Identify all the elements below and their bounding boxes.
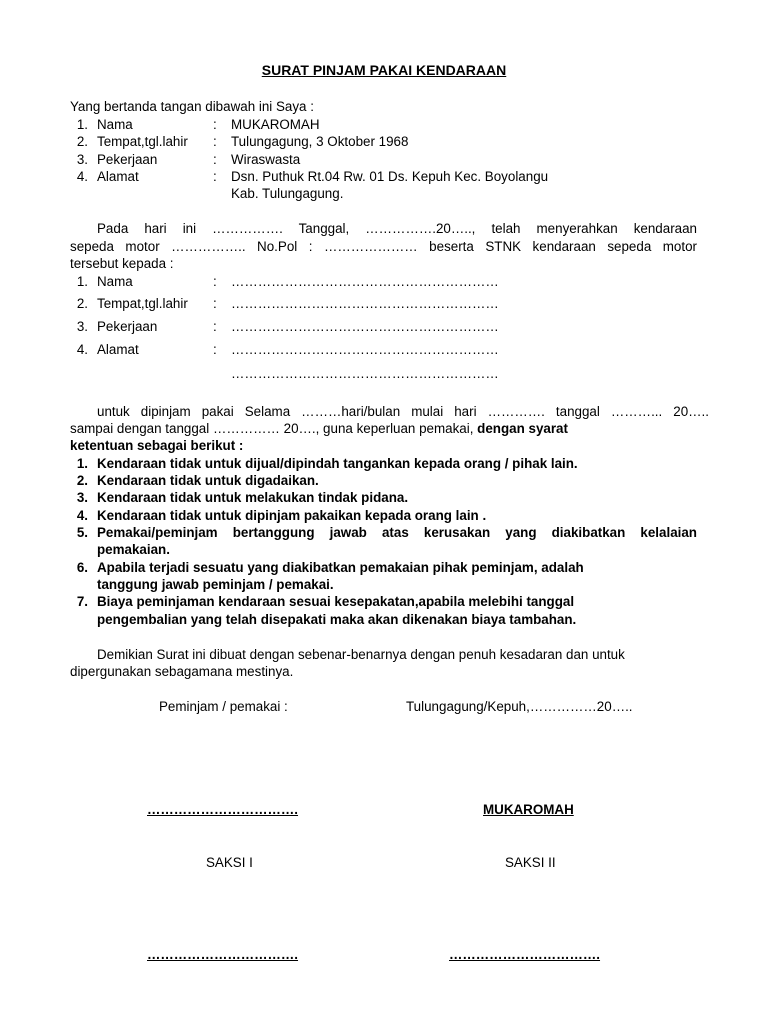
term-num: 3. xyxy=(76,490,88,505)
term-num: 7. xyxy=(76,594,88,609)
borrower-row-colon: : xyxy=(213,319,217,334)
borrower-row-label: Pekerjaan xyxy=(97,319,158,334)
borrower-row-num: 3. xyxy=(76,319,88,334)
witness2-signature-name: ……………………………. xyxy=(449,947,601,962)
intro-text: Yang bertanda tangan dibawah ini Saya : xyxy=(70,99,314,114)
borrower-address-blank: …………………………………………………… xyxy=(231,342,499,357)
loan-paragraph-line2-bold: dengan syarat xyxy=(477,421,568,436)
borrower-row-num: 1. xyxy=(76,274,88,289)
loan-paragraph-line2-text: sampai dengan tanggal …………… 20…., guna keperluan pemakai, xyxy=(70,421,478,436)
owner-name-value: MUKAROMAH xyxy=(231,117,320,132)
owner-signature-name: MUKAROMAH xyxy=(483,802,574,817)
owner-row-label: Alamat xyxy=(97,169,139,184)
owner-row-label: Nama xyxy=(97,117,133,132)
term-text: Pemakai/peminjam bertanggung jawab atas kerusakan yang diakibatkan kelalaian xyxy=(97,525,697,540)
loan-paragraph-line1: untuk dipinjam pakai Selama ………hari/bulan mulai hari …………. tanggal ………... 20….. xyxy=(97,404,709,419)
borrower-birth-blank: …………………………………………………… xyxy=(231,296,499,311)
handover-paragraph-line2: sepeda motor …………….. No.Pol : ………………… beserta STNK kendaraan sepeda motor xyxy=(70,239,697,254)
owner-address-value-line2: Kab. Tulungagung. xyxy=(231,186,344,201)
owner-row-colon: : xyxy=(213,134,217,149)
term-num: 4. xyxy=(76,508,88,523)
term-text-cont: pengembalian yang telah disepakati maka akan dikenakan biaya tambahan. xyxy=(97,612,577,627)
borrower-signature-name: ……………………………. xyxy=(147,802,299,817)
borrower-name-blank: …………………………………………………… xyxy=(231,274,499,289)
handover-paragraph-line3: tersebut kepada : xyxy=(70,256,174,271)
borrower-job-blank: …………………………………………………… xyxy=(231,319,499,334)
owner-birth-value: Tulungagung, 3 Oktober 1968 xyxy=(231,134,409,149)
borrower-row-colon: : xyxy=(213,296,217,311)
term-num: 2. xyxy=(76,473,88,488)
loan-paragraph-line3: ketentuan sebagai berikut : xyxy=(70,438,244,453)
borrower-row-label: Nama xyxy=(97,274,133,289)
owner-row-num: 3. xyxy=(76,152,88,167)
borrower-row-colon: : xyxy=(213,274,217,289)
owner-row-colon: : xyxy=(213,152,217,167)
owner-job-value: Wiraswasta xyxy=(231,152,301,167)
owner-row-colon: : xyxy=(213,169,217,184)
term-text: Apabila terjadi sesuatu yang diakibatkan pemakaian pihak peminjam, adalah xyxy=(97,560,584,575)
owner-row-colon: : xyxy=(213,117,217,132)
term-text-cont: pemakaian. xyxy=(97,542,170,557)
borrower-address-blank-line2: …………………………………………………… xyxy=(231,366,499,381)
witness1-label: SAKSI I xyxy=(206,855,253,870)
borrower-row-label: Alamat xyxy=(97,342,139,357)
borrower-signature-label: Peminjam / pemakai : xyxy=(159,699,288,714)
witness1-signature-name: ……………………………. xyxy=(147,947,299,962)
owner-row-num: 4. xyxy=(76,169,88,184)
borrower-row-num: 4. xyxy=(76,342,88,357)
term-num: 1. xyxy=(76,456,88,471)
owner-row-num: 2. xyxy=(76,134,88,149)
borrower-row-num: 2. xyxy=(76,296,88,311)
owner-row-label: Tempat,tgl.lahir xyxy=(97,134,188,149)
closing-line2: dipergunakan sebagamana mestinya. xyxy=(70,664,294,679)
term-num: 6. xyxy=(76,560,88,575)
document-title: SURAT PINJAM PAKAI KENDARAAN xyxy=(261,62,507,78)
loan-paragraph-line2 xyxy=(70,420,568,437)
place-date-label: Tulungagung/Kepuh,……………20….. xyxy=(406,699,633,714)
term-text: Kendaraan tidak untuk digadaikan. xyxy=(97,473,319,488)
owner-row-label: Pekerjaan xyxy=(97,152,158,167)
witness2-label: SAKSI II xyxy=(505,855,556,870)
borrower-row-colon: : xyxy=(213,342,217,357)
handover-paragraph-line1: Pada hari ini ……………. Tanggal, …………….20….., telah menyerahkan kendaraan xyxy=(97,221,697,236)
closing-line1: Demikian Surat ini dibuat dengan sebenar-benarnya dengan penuh kesadaran dan untuk xyxy=(97,647,625,662)
borrower-row-label: Tempat,tgl.lahir xyxy=(97,296,188,311)
owner-row-num: 1. xyxy=(76,117,88,132)
term-text-cont: tanggung jawab peminjam / pemakai. xyxy=(97,577,334,592)
term-num: 5. xyxy=(76,525,88,540)
term-text: Kendaraan tidak untuk dipinjam pakaikan kepada orang lain . xyxy=(97,508,487,523)
term-text: Kendaraan tidak untuk melakukan tindak pidana. xyxy=(97,490,409,505)
term-text: Kendaraan tidak untuk dijual/dipindah tangankan kepada orang / pihak lain. xyxy=(97,456,578,471)
owner-address-value: Dsn. Puthuk Rt.04 Rw. 01 Ds. Kepuh Kec. Boyolangu xyxy=(231,169,549,184)
term-text: Biaya peminjaman kendaraan sesuai kesepakatan,apabila melebihi tanggal xyxy=(97,594,575,609)
